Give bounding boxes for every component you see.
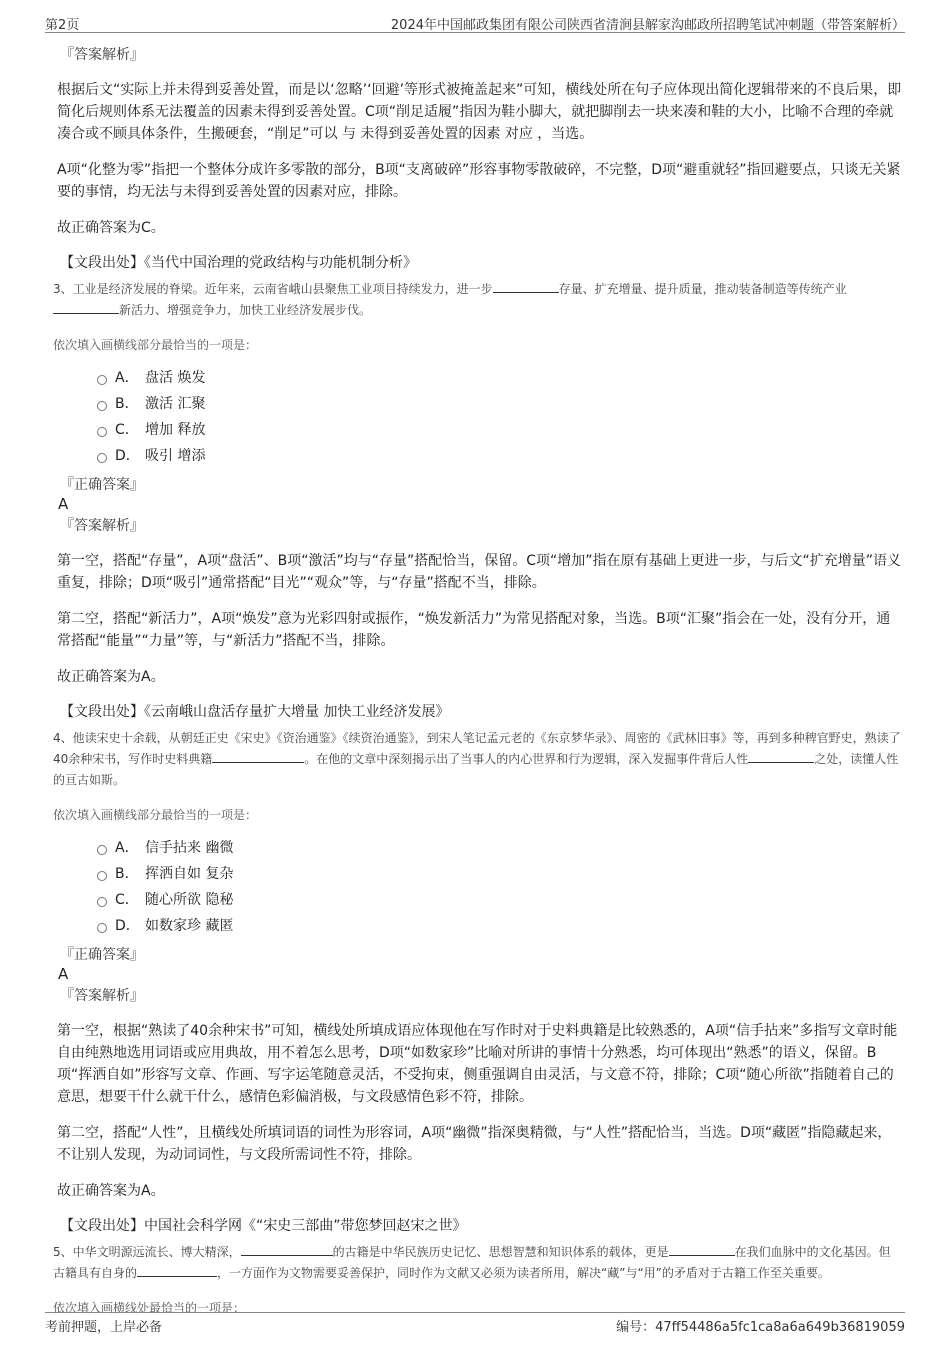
q3-source: 【文段出处】《云南峨山盘活存量扩大增量 加快工业经济发展》 <box>60 704 450 720</box>
footer-slogan: 考前押题，上岸必备 <box>45 1320 163 1335</box>
q4-answer: A <box>58 965 69 983</box>
q4-option-b[interactable]: B． 挥洒自如 复杂 <box>97 861 902 887</box>
q4-option-d[interactable]: D． 如数家珍 藏匿 <box>97 913 902 939</box>
page-header <box>45 12 905 33</box>
q3-stem <box>53 279 902 321</box>
q4-source: 【文段出处】中国社会科学网《“宋史三部曲”带您梦回赵宋之世》 <box>60 1218 467 1234</box>
q4-conclusion: 故正确答案为A。 <box>57 1183 165 1199</box>
analysis-label: 『答案解析』 <box>60 988 144 1004</box>
q2-source: 【文段出处】《当代中国治理的党政结构与功能机制分析》 <box>60 255 417 271</box>
q4-option-a[interactable]: A． 信手拈来 幽微 <box>97 835 902 861</box>
analysis-label: 『答案解析』 <box>60 47 144 63</box>
q3-analysis-p1: 第一空，搭配“存量”，A项“盘活”、B项“激活”均与“存量”搭配恰当，保留。C项“增加”指在原有基础上更进一步，与后文“扩充增量”语义重复，排除；D项“吸引”通常搭配“目光”“观众”等，与“存量”搭配不当，排除。 <box>57 553 901 591</box>
q3-option-b[interactable]: B． 激活 汇聚 <box>97 391 902 417</box>
q3-options <box>97 365 902 469</box>
q5-stem-b: 的古籍是中华民族历史记忆、思想智慧和知识体系的载体，更是 <box>332 1245 669 1259</box>
q4-blank-1 <box>212 750 304 763</box>
q3-stem-a: 3、工业是经济发展的脊梁。近年来，云南省峨山县聚焦工业项目持续发力，进一步 <box>53 282 493 296</box>
q4-option-c[interactable]: C． 随心所欲 隐秘 <box>97 887 902 913</box>
document-title: 2024年中国邮政集团有限公司陕西省清涧县解家沟邮政所招聘笔试冲刺题（带答案解析） <box>390 18 905 33</box>
radio-icon[interactable] <box>97 871 107 881</box>
radio-icon[interactable] <box>97 923 107 933</box>
q3-conclusion: 故正确答案为A。 <box>57 669 165 685</box>
page-footer <box>45 1312 905 1333</box>
q5-stem <box>53 1242 902 1284</box>
q5-blank-3 <box>137 1264 217 1277</box>
radio-icon[interactable] <box>97 845 107 855</box>
q5-blank-1 <box>241 1243 333 1256</box>
q2-conclusion: 故正确答案为C。 <box>57 220 165 236</box>
q4-analysis-p1: 第一空，根据“熟读了40余种宋书”可知，横线处所填成语应体现他在写作时对于史料典籍是比较熟悉的，A项“信手拈来”多指写文章时能自由纯熟地选用词语或应用典故，用不着怎么思考，D项“如数家珍”比喻对所讲的事情十分熟悉，均可体现出“熟悉”的语义，保留。B项“挥洒自如”形容写文章、作画、写字运笔随意灵活，不受拘束，侧重强调自由灵活，与文意不符，排除；C项“随心所欲”指随着自己的意思，想要干什么就干什么，感情色彩偏消极，与文段感情色彩不符，排除。 <box>57 1023 898 1105</box>
q2-analysis-p2: A项“化整为零”指把一个整体分成许多零散的部分，B项“支离破碎”形容事物零散破碎，不完整，D项“避重就轻”指回避要点，只谈无关紧要的事情，均无法与未得到妥善处置的因素对应，排除。 <box>57 162 901 200</box>
q3-blank-1 <box>493 280 559 293</box>
q3-analysis-p2: 第二空，搭配“新活力”，A项“焕发”意为光彩四射或振作，“焕发新活力”为常见搭配对象，当选。B项“汇聚”指会在一处，没有分开，通常搭配“能量”“力量”等，与“新活力”搭配不当，排除。 <box>57 611 891 649</box>
radio-icon[interactable] <box>97 453 107 463</box>
q4-prompt: 依次填入画横线部分最恰当的一项是： <box>53 808 258 822</box>
radio-icon[interactable] <box>97 401 107 411</box>
q4-stem-c: 之处，读懂人性的亘古如斯。 <box>53 752 899 787</box>
q5-blank-2 <box>669 1243 735 1256</box>
q4-blank-2 <box>748 750 814 763</box>
q4-stem <box>53 728 902 791</box>
q3-blank-2 <box>53 301 119 314</box>
q4-stem-b: 。在他的文章中深刻揭示出了当事人的内心世界和行为逻辑，深入发掘事件背后人性 <box>304 752 749 766</box>
correct-answer-label: 『正确答案』 <box>60 477 144 493</box>
q5-prompt: 依次填入画横线处最恰当的一项是： <box>53 1301 246 1315</box>
q5-stem-d: ，一方面作为文物需要妥善保护，同时作为文献又必须为读者所用，解决“藏”与“用”的矛盾对于古籍工作至关重要。 <box>217 1266 830 1280</box>
q3-answer: A <box>58 495 69 513</box>
q3-stem-c: 新活力、增强竞争力，加快工业经济发展步伐。 <box>119 303 372 317</box>
q3-option-d[interactable]: D． 吸引 增添 <box>97 443 902 469</box>
page-content <box>53 45 902 1318</box>
q4-analysis-p2: 第二空，搭配“人性”，且横线处所填词语的词性为形容词，A项“幽微”指深奥精微，与“人性”搭配恰当，当选。D项“藏匿”指隐藏起来，不让别人发现，为动词词性，与文段所需词性不符，排除。 <box>57 1125 892 1163</box>
q4-stem-a: 4、他读宋史十余载，从朝廷正史《宋史》《资治通鉴》《续资治通鉴》，到宋人笔记孟元老的《东京梦华录》、周密的《武林旧事》等，再到多种稗官野史，熟读了40余种宋书，写作时史料典籍 <box>53 731 901 766</box>
radio-icon[interactable] <box>97 375 107 385</box>
q5-stem-c: 在我们血脉中的文化基因。但古籍具有自身的 <box>53 1245 891 1280</box>
radio-icon[interactable] <box>97 897 107 907</box>
q5-stem-a: 5、中华文明源远流长、博大精深， <box>53 1245 241 1259</box>
q2-analysis-p1: 根据后文“实际上并未得到妥善处置，而是以‘忽略’‘回避’等形式被掩盖起来”可知，横线处所在句子应体现出简化逻辑带来的不良后果，即简化后规则体系无法覆盖的因素未得到妥善处置。C项“削足适履”指因为鞋小脚大，就把脚削去一块来凑和鞋的大小，比喻不合理的牵就凑合或不顾具体条件，生搬硬套，“削足”可以 与 未得到妥善处置的因素 对应 ，当选。 <box>57 82 902 142</box>
q3-option-a[interactable]: A． 盘活 焕发 <box>97 365 902 391</box>
radio-icon[interactable] <box>97 427 107 437</box>
q3-stem-b: 存量、扩充增量、提升质量，推动装备制造等传统产业 <box>558 282 847 296</box>
analysis-label: 『答案解析』 <box>60 518 144 534</box>
correct-answer-label: 『正确答案』 <box>60 947 144 963</box>
q3-prompt: 依次填入画横线部分最恰当的一项是： <box>53 338 258 352</box>
q3-option-c[interactable]: C． 增加 释放 <box>97 417 902 443</box>
footer-serial: 编号：47ff54486a5fc1ca8a6a649b36819059 <box>616 1320 905 1335</box>
page-number: 第2页 <box>45 18 80 33</box>
q4-options <box>97 835 902 939</box>
